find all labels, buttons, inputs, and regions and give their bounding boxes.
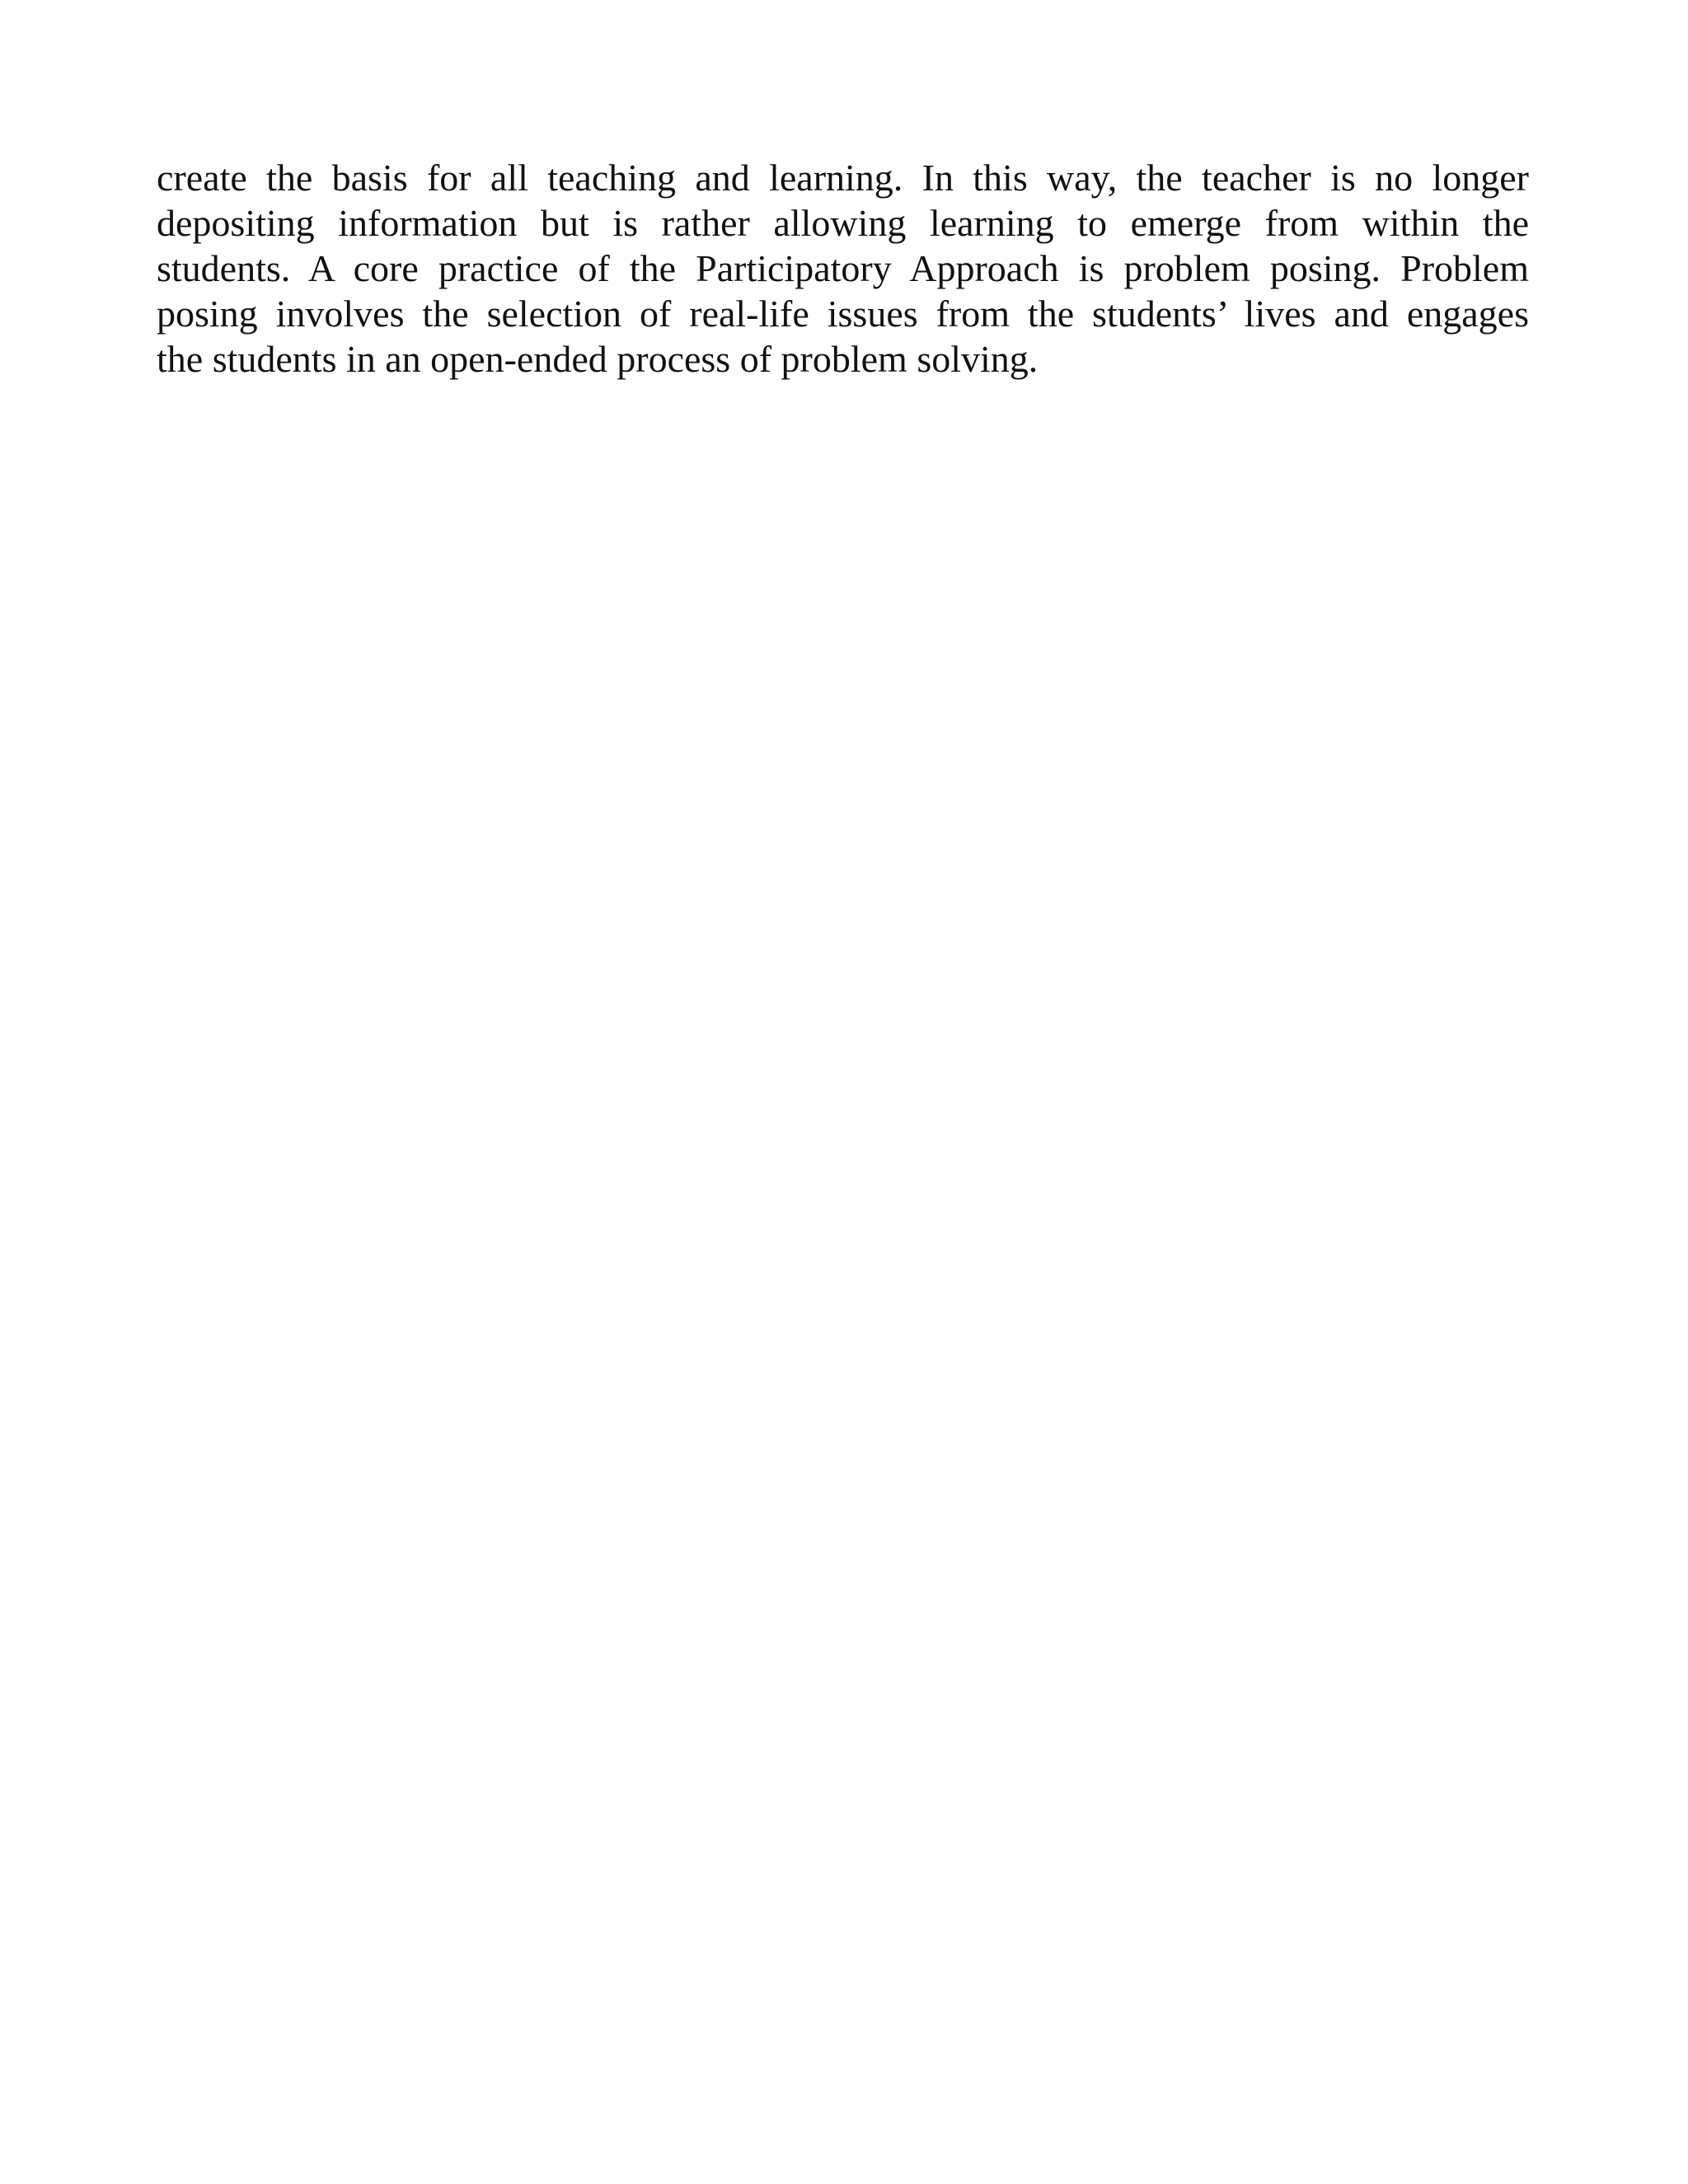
paragraph-line-2: depositing information but is rather allowing learning to emerge from within the (157, 202, 1529, 244)
paragraph-line-1: create the basis for all teaching and learning. In this way, the teacher is no longer (157, 157, 1529, 199)
paragraph-line-5: the students in an open-ended process of problem solving. (157, 338, 1039, 380)
paragraph-line-4: posing involves the selection of real-life issues from the students’ lives and engages (157, 293, 1529, 335)
paragraph-line-3: students. A core practice of the Participatory Approach is problem posing. Problem (157, 247, 1529, 289)
body-paragraph (157, 155, 1529, 382)
